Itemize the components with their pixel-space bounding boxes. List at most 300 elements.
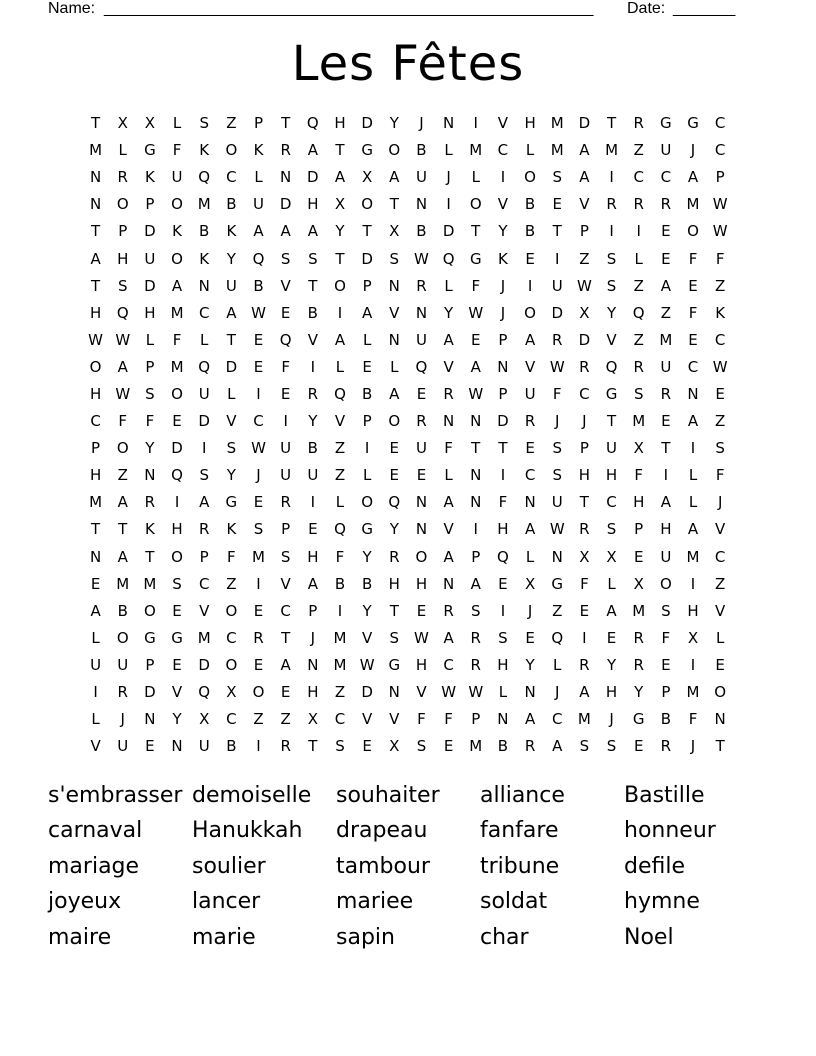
grid-letter[interactable]: S xyxy=(389,249,400,268)
grid-letter[interactable]: F xyxy=(335,547,345,566)
grid-letter[interactable]: K xyxy=(144,520,155,539)
grid-letter[interactable]: N xyxy=(714,710,726,729)
grid-letter[interactable]: D xyxy=(361,683,373,702)
grid-letter[interactable]: T xyxy=(90,114,101,133)
grid-letter[interactable]: D xyxy=(144,276,156,295)
grid-letter[interactable]: A xyxy=(171,276,183,295)
grid-letter[interactable]: H xyxy=(89,466,102,485)
grid-letter[interactable]: E xyxy=(172,412,182,431)
grid-letter[interactable]: M xyxy=(659,330,673,349)
grid-letter[interactable]: C xyxy=(226,628,237,647)
grid-letter[interactable]: V xyxy=(334,412,346,431)
grid-letter[interactable]: S xyxy=(579,737,590,756)
grid-letter[interactable]: P xyxy=(145,195,155,214)
grid-letter[interactable]: F xyxy=(498,493,508,512)
grid-letter[interactable]: J xyxy=(446,168,451,187)
grid-letter[interactable]: I xyxy=(473,114,478,133)
grid-letter[interactable]: V xyxy=(443,520,454,539)
grid-letter[interactable]: S xyxy=(308,249,318,268)
grid-letter[interactable]: M xyxy=(469,737,483,756)
grid-letter[interactable]: R xyxy=(579,655,590,674)
grid-letter[interactable]: I xyxy=(256,384,261,403)
grid-letter[interactable]: Z xyxy=(334,439,346,458)
grid-letter[interactable]: Y xyxy=(634,683,644,702)
grid-letter[interactable]: M xyxy=(632,601,646,620)
grid-letter[interactable]: P xyxy=(199,547,209,566)
grid-letter[interactable]: K xyxy=(144,168,155,187)
grid-letter[interactable]: E xyxy=(280,683,291,702)
grid-letter[interactable]: M xyxy=(550,141,564,160)
grid-letter[interactable]: A xyxy=(443,330,454,349)
grid-letter[interactable]: A xyxy=(389,168,400,187)
grid-letter[interactable]: R xyxy=(633,114,644,133)
grid-letter[interactable]: S xyxy=(199,114,209,133)
grid-letter[interactable]: O xyxy=(143,601,156,620)
grid-letter[interactable]: A xyxy=(470,357,481,376)
grid-letter[interactable]: O xyxy=(388,412,401,431)
grid-letter[interactable]: R xyxy=(416,276,427,295)
grid-letter[interactable]: Z xyxy=(280,710,291,729)
grid-letter[interactable]: P xyxy=(308,601,318,620)
grid-letter[interactable]: U xyxy=(225,276,237,295)
grid-letter[interactable]: S xyxy=(633,384,644,403)
grid-letter[interactable]: C xyxy=(714,141,726,160)
grid-letter[interactable]: Y xyxy=(226,466,236,485)
grid-letter[interactable]: J xyxy=(419,114,424,133)
grid-letter[interactable]: R xyxy=(307,384,319,403)
grid-letter[interactable]: Q xyxy=(198,357,211,376)
grid-letter[interactable]: F xyxy=(688,710,698,729)
grid-letter[interactable]: F xyxy=(471,276,481,295)
grid-letter[interactable]: N xyxy=(171,737,183,756)
grid-letter[interactable]: Z xyxy=(715,574,726,593)
grid-letter[interactable]: V xyxy=(280,276,291,295)
grid-letter[interactable]: W xyxy=(441,683,457,702)
grid-letter[interactable]: R xyxy=(117,168,128,187)
grid-letter[interactable]: X xyxy=(633,574,644,593)
grid-letter[interactable]: Z xyxy=(633,141,644,160)
grid-letter[interactable]: C xyxy=(660,168,672,187)
grid-letter[interactable]: A xyxy=(90,601,101,620)
grid-letter[interactable]: U xyxy=(171,168,183,187)
grid-letter[interactable]: T xyxy=(471,222,481,241)
grid-letter[interactable]: Z xyxy=(334,466,346,485)
grid-letter[interactable]: B xyxy=(226,737,237,756)
grid-letter[interactable]: F xyxy=(227,547,236,566)
grid-letter[interactable]: P xyxy=(118,222,128,241)
grid-letter[interactable]: D xyxy=(144,222,156,241)
grid-letter[interactable]: W xyxy=(712,195,728,214)
grid-letter[interactable]: O xyxy=(116,195,129,214)
grid-letter[interactable]: M xyxy=(469,141,483,160)
grid-letter[interactable]: A xyxy=(524,330,536,349)
grid-letter[interactable]: V xyxy=(307,330,318,349)
grid-letter[interactable]: R xyxy=(579,357,590,376)
grid-letter[interactable]: N xyxy=(307,655,319,674)
grid-letter[interactable]: X xyxy=(307,710,318,729)
grid-letter[interactable]: Q xyxy=(497,547,509,566)
grid-letter[interactable]: Q xyxy=(334,520,346,539)
grid-letter[interactable]: J xyxy=(527,601,533,620)
grid-letter[interactable]: M xyxy=(170,357,184,376)
grid-letter[interactable]: R xyxy=(389,547,400,566)
grid-letter[interactable]: E xyxy=(661,222,671,241)
grid-letter[interactable]: A xyxy=(443,547,454,566)
grid-letter[interactable]: N xyxy=(144,466,156,485)
grid-letter[interactable]: T xyxy=(335,249,345,268)
grid-letter[interactable]: O xyxy=(659,574,672,593)
grid-letter[interactable]: C xyxy=(551,710,563,729)
grid-letter[interactable]: L xyxy=(335,493,345,512)
grid-letter[interactable]: M xyxy=(686,195,700,214)
grid-letter[interactable]: I xyxy=(690,439,696,458)
grid-letter[interactable]: C xyxy=(226,168,237,187)
grid-letter[interactable]: R xyxy=(633,195,644,214)
grid-letter[interactable]: E xyxy=(633,547,644,566)
grid-letter[interactable]: G xyxy=(144,628,156,647)
grid-letter[interactable]: N xyxy=(551,547,563,566)
grid-letter[interactable]: C xyxy=(714,114,726,133)
grid-letter[interactable]: X xyxy=(199,710,210,729)
grid-letter[interactable]: K xyxy=(498,249,508,268)
grid-letter[interactable]: O xyxy=(469,195,482,214)
grid-letter[interactable]: I xyxy=(201,439,207,458)
grid-letter[interactable]: E xyxy=(280,303,291,322)
grid-letter[interactable]: S xyxy=(661,601,671,620)
grid-letter[interactable]: C xyxy=(633,168,644,187)
grid-letter[interactable]: I xyxy=(500,466,506,485)
grid-letter[interactable]: Q xyxy=(198,168,211,187)
grid-letter[interactable]: Z xyxy=(226,574,237,593)
grid-letter[interactable]: I xyxy=(690,574,696,593)
grid-letter[interactable]: U xyxy=(90,655,102,674)
grid-letter[interactable]: I xyxy=(93,683,98,702)
grid-letter[interactable]: X xyxy=(226,683,237,702)
grid-letter[interactable]: I xyxy=(609,222,614,241)
grid-letter[interactable]: E xyxy=(389,466,400,485)
grid-letter[interactable]: L xyxy=(688,493,698,512)
grid-letter[interactable]: T xyxy=(606,114,617,133)
grid-letter[interactable]: F xyxy=(580,574,589,593)
grid-letter[interactable]: I xyxy=(310,493,316,512)
grid-letter[interactable]: U xyxy=(606,439,618,458)
grid-letter[interactable]: E xyxy=(362,737,372,756)
grid-letter[interactable]: G xyxy=(551,574,564,593)
grid-letter[interactable]: C xyxy=(198,303,210,322)
grid-letter[interactable]: E xyxy=(416,601,427,620)
grid-letter[interactable]: C xyxy=(198,574,210,593)
grid-letter[interactable]: I xyxy=(663,466,669,485)
grid-letter[interactable]: W xyxy=(549,520,565,539)
grid-letter[interactable]: F xyxy=(417,710,426,729)
grid-letter[interactable]: E xyxy=(688,330,698,349)
grid-letter[interactable]: O xyxy=(361,195,374,214)
grid-letter[interactable]: J xyxy=(717,493,723,512)
grid-letter[interactable]: L xyxy=(200,330,209,349)
grid-letter[interactable]: T xyxy=(552,222,562,241)
grid-letter[interactable]: T xyxy=(90,276,101,295)
grid-letter[interactable]: F xyxy=(715,466,725,485)
grid-letter[interactable]: O xyxy=(252,683,265,702)
grid-letter[interactable]: M xyxy=(686,547,700,566)
grid-letter[interactable]: T xyxy=(281,114,291,133)
grid-letter[interactable]: H xyxy=(117,249,129,268)
grid-letter[interactable]: G xyxy=(171,628,183,647)
grid-letter[interactable]: N xyxy=(524,683,536,702)
grid-letter[interactable]: E xyxy=(498,574,508,593)
grid-letter[interactable]: E xyxy=(253,655,264,674)
grid-letter[interactable]: R xyxy=(524,737,536,756)
grid-letter[interactable]: K xyxy=(715,303,726,322)
grid-letter[interactable]: M xyxy=(197,628,211,647)
grid-letter[interactable]: Q xyxy=(252,249,265,268)
grid-letter[interactable]: X xyxy=(633,439,644,458)
grid-letter[interactable]: N xyxy=(415,493,428,512)
grid-letter[interactable]: X xyxy=(389,737,400,756)
grid-letter[interactable]: Q xyxy=(334,384,346,403)
grid-letter[interactable]: D xyxy=(198,655,210,674)
grid-letter[interactable]: B xyxy=(416,141,427,160)
grid-letter[interactable]: E xyxy=(253,330,264,349)
grid-letter[interactable]: V xyxy=(199,601,210,620)
grid-letter[interactable]: W xyxy=(115,384,131,403)
grid-letter[interactable]: U xyxy=(415,439,427,458)
grid-letter[interactable]: S xyxy=(280,547,291,566)
grid-letter[interactable]: D xyxy=(551,303,564,322)
grid-letter[interactable]: M xyxy=(632,412,646,431)
grid-letter[interactable]: F xyxy=(688,249,698,268)
grid-letter[interactable]: S xyxy=(715,439,725,458)
grid-letter[interactable]: N xyxy=(89,195,102,214)
grid-letter[interactable]: E xyxy=(416,384,427,403)
grid-letter[interactable]: M xyxy=(143,574,157,593)
grid-letter[interactable]: U xyxy=(415,168,427,187)
grid-letter[interactable]: L xyxy=(471,168,480,187)
grid-letter[interactable]: R xyxy=(633,357,644,376)
grid-letter[interactable]: R xyxy=(633,655,644,674)
grid-letter[interactable]: A xyxy=(334,330,346,349)
grid-letter[interactable]: N xyxy=(442,114,455,133)
grid-letter[interactable]: E xyxy=(172,601,182,620)
grid-letter[interactable]: Z xyxy=(117,466,128,485)
grid-letter[interactable]: Q xyxy=(306,114,319,133)
grid-letter[interactable]: L xyxy=(525,547,535,566)
grid-letter[interactable]: O xyxy=(171,384,183,403)
grid-letter[interactable]: F xyxy=(444,439,453,458)
grid-letter[interactable]: E xyxy=(715,655,725,674)
grid-letter[interactable]: E xyxy=(253,601,264,620)
grid-letter[interactable]: T xyxy=(335,141,345,160)
grid-letter[interactable]: V xyxy=(280,574,291,593)
grid-letter[interactable]: O xyxy=(171,547,183,566)
grid-letter[interactable]: I xyxy=(310,357,316,376)
grid-letter[interactable]: L xyxy=(688,466,698,485)
grid-letter[interactable]: E xyxy=(471,330,481,349)
grid-letter[interactable]: H xyxy=(307,195,319,214)
grid-letter[interactable]: T xyxy=(661,439,671,458)
grid-letter[interactable]: Q xyxy=(198,683,211,702)
grid-letter[interactable]: B xyxy=(226,195,237,214)
grid-letter[interactable]: A xyxy=(687,412,699,431)
grid-letter[interactable]: V xyxy=(416,683,427,702)
grid-letter[interactable]: E xyxy=(145,737,155,756)
grid-letter[interactable]: V xyxy=(579,195,590,214)
grid-letter[interactable]: X xyxy=(144,114,156,133)
grid-letter[interactable]: Z xyxy=(715,276,726,295)
grid-letter[interactable]: O xyxy=(687,222,699,241)
grid-letter[interactable]: N xyxy=(415,520,428,539)
grid-letter[interactable]: V xyxy=(715,601,726,620)
grid-letter[interactable]: A xyxy=(307,141,318,160)
grid-letter[interactable]: S xyxy=(471,601,481,620)
grid-letter[interactable]: M xyxy=(550,114,564,133)
grid-letter[interactable]: I xyxy=(256,737,261,756)
grid-letter[interactable]: I xyxy=(446,195,451,214)
grid-letter[interactable]: E xyxy=(525,249,535,268)
grid-letter[interactable]: B xyxy=(334,574,346,593)
grid-letter[interactable]: T xyxy=(606,412,617,431)
grid-letter[interactable]: R xyxy=(117,683,128,702)
grid-letter[interactable]: I xyxy=(473,520,478,539)
grid-letter[interactable]: P xyxy=(661,683,671,702)
grid-letter[interactable]: G xyxy=(605,384,618,403)
grid-letter[interactable]: L xyxy=(91,710,100,729)
grid-letter[interactable]: R xyxy=(416,412,427,431)
grid-letter[interactable]: M xyxy=(252,547,265,566)
grid-letter[interactable]: F xyxy=(118,412,128,431)
grid-letter[interactable]: P xyxy=(281,520,291,539)
grid-letter[interactable]: O xyxy=(116,628,129,647)
grid-letter[interactable]: D xyxy=(144,683,156,702)
grid-letter[interactable]: G xyxy=(388,655,401,674)
grid-letter[interactable]: D xyxy=(171,439,183,458)
grid-letter[interactable]: T xyxy=(90,520,101,539)
grid-letter[interactable]: X xyxy=(334,195,346,214)
grid-letter[interactable]: W xyxy=(468,384,484,403)
grid-letter[interactable]: O xyxy=(524,303,536,322)
grid-letter[interactable]: S xyxy=(606,249,617,268)
grid-letter[interactable]: N xyxy=(89,547,102,566)
grid-letter[interactable]: Y xyxy=(226,249,236,268)
grid-letter[interactable]: E xyxy=(606,628,617,647)
grid-letter[interactable]: Q xyxy=(171,466,183,485)
grid-letter[interactable]: K xyxy=(253,141,264,160)
grid-letter[interactable]: F xyxy=(715,249,725,268)
grid-letter[interactable]: I xyxy=(283,412,288,431)
grid-letter[interactable]: A xyxy=(362,303,373,322)
grid-letter[interactable]: N xyxy=(89,168,102,187)
grid-letter[interactable]: M xyxy=(333,628,347,647)
grid-letter[interactable]: W xyxy=(468,683,484,702)
grid-letter[interactable]: E xyxy=(308,520,318,539)
grid-letter[interactable]: U xyxy=(253,195,264,214)
grid-letter[interactable]: R xyxy=(443,384,454,403)
grid-letter[interactable]: L xyxy=(362,466,372,485)
grid-letter[interactable]: E xyxy=(525,628,535,647)
grid-letter[interactable]: B xyxy=(660,710,671,729)
grid-letter[interactable]: L xyxy=(525,141,535,160)
grid-letter[interactable]: J xyxy=(582,412,587,431)
grid-letter[interactable]: W xyxy=(468,303,484,322)
grid-letter[interactable]: V xyxy=(362,628,373,647)
grid-letter[interactable]: O xyxy=(225,141,238,160)
grid-letter[interactable]: L xyxy=(553,655,562,674)
grid-letter[interactable]: G xyxy=(144,141,156,160)
grid-letter[interactable]: B xyxy=(307,303,318,322)
grid-letter[interactable]: T xyxy=(281,628,291,647)
grid-letter[interactable]: R xyxy=(280,141,291,160)
grid-letter[interactable]: N xyxy=(442,574,455,593)
grid-letter[interactable]: J xyxy=(256,466,261,485)
grid-letter[interactable]: U xyxy=(117,655,129,674)
grid-letter[interactable]: F xyxy=(634,466,644,485)
grid-letter[interactable]: P xyxy=(471,547,481,566)
grid-letter[interactable]: T xyxy=(471,439,481,458)
grid-letter[interactable]: P xyxy=(579,222,589,241)
grid-letter[interactable]: L xyxy=(91,628,100,647)
grid-letter[interactable]: C xyxy=(226,710,237,729)
grid-letter[interactable]: B xyxy=(416,222,427,241)
grid-letter[interactable]: A xyxy=(280,655,291,674)
grid-letter[interactable]: T xyxy=(362,222,372,241)
grid-letter[interactable]: A xyxy=(443,493,454,512)
grid-letter[interactable]: N xyxy=(442,412,455,431)
grid-letter[interactable]: U xyxy=(551,493,563,512)
grid-letter[interactable]: E xyxy=(688,276,698,295)
grid-letter[interactable]: U xyxy=(660,141,672,160)
grid-letter[interactable]: C xyxy=(714,547,726,566)
grid-letter[interactable]: V xyxy=(362,710,373,729)
grid-letter[interactable]: H xyxy=(415,574,428,593)
grid-letter[interactable]: N xyxy=(415,303,428,322)
grid-letter[interactable]: H xyxy=(307,547,319,566)
grid-letter[interactable]: S xyxy=(552,439,562,458)
grid-letter[interactable]: N xyxy=(470,412,482,431)
grid-letter[interactable]: C xyxy=(280,601,291,620)
grid-letter[interactable]: E xyxy=(579,601,590,620)
grid-letter[interactable]: Z xyxy=(633,276,644,295)
grid-letter[interactable]: P xyxy=(145,655,155,674)
grid-letter[interactable]: O xyxy=(116,439,129,458)
grid-letter[interactable]: I xyxy=(337,601,343,620)
grid-letter[interactable]: C xyxy=(524,466,536,485)
grid-letter[interactable]: A xyxy=(253,222,264,241)
grid-letter[interactable]: G xyxy=(225,493,238,512)
grid-letter[interactable]: L xyxy=(634,249,643,268)
grid-letter[interactable]: G xyxy=(687,114,699,133)
grid-letter[interactable]: L xyxy=(227,384,236,403)
grid-letter[interactable]: A xyxy=(687,520,699,539)
grid-letter[interactable]: L xyxy=(444,466,453,485)
grid-letter[interactable]: R xyxy=(660,384,672,403)
grid-letter[interactable]: Q xyxy=(442,249,455,268)
grid-letter[interactable]: P xyxy=(362,276,372,295)
grid-letter[interactable]: Z xyxy=(633,330,644,349)
grid-letter[interactable]: Q xyxy=(415,357,428,376)
grid-letter[interactable]: P xyxy=(145,357,155,376)
grid-letter[interactable]: D xyxy=(361,249,373,268)
grid-letter[interactable]: W xyxy=(251,303,266,322)
grid-letter[interactable]: A xyxy=(606,601,617,620)
grid-letter[interactable]: U xyxy=(280,466,292,485)
grid-letter[interactable]: V xyxy=(389,303,400,322)
grid-letter[interactable]: R xyxy=(660,737,672,756)
grid-letter[interactable]: H xyxy=(578,466,591,485)
grid-letter[interactable]: V xyxy=(524,357,536,376)
grid-letter[interactable]: J xyxy=(609,710,614,729)
grid-letter[interactable]: A xyxy=(117,493,128,512)
grid-letter[interactable]: C xyxy=(90,412,101,431)
